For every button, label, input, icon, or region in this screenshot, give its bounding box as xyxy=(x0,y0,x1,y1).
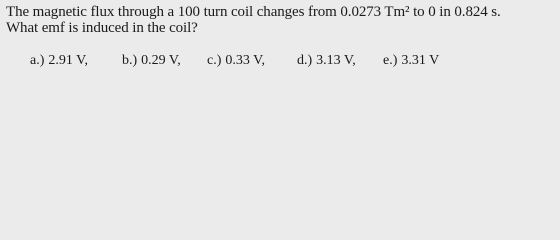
choice-value: 3.31 V xyxy=(401,53,440,68)
choice-label: e.) xyxy=(383,53,398,68)
answer-choice-b[interactable] xyxy=(122,52,181,70)
choice-label: a.) xyxy=(30,53,45,68)
choice-value: 0.33 V, xyxy=(225,53,265,68)
answer-choices xyxy=(0,52,560,72)
choice-value: 0.29 V, xyxy=(141,53,181,68)
answer-choice-d[interactable] xyxy=(297,52,356,70)
question-text xyxy=(6,4,554,36)
choice-label: b.) xyxy=(122,53,138,68)
answer-choice-a[interactable] xyxy=(30,52,88,70)
question-line-1: The magnetic flux through a 100 turn coil changes from 0.0273 Tm² to 0 in 0.824 s. xyxy=(6,4,501,20)
answer-choice-e[interactable] xyxy=(383,52,439,70)
question-line-2: What emf is induced in the coil? xyxy=(6,20,198,36)
choice-value: 3.13 V, xyxy=(316,53,356,68)
choice-label: d.) xyxy=(297,53,313,68)
choice-label: c.) xyxy=(207,53,222,68)
choice-value: 2.91 V, xyxy=(48,53,88,68)
answer-choice-c[interactable] xyxy=(207,52,265,70)
